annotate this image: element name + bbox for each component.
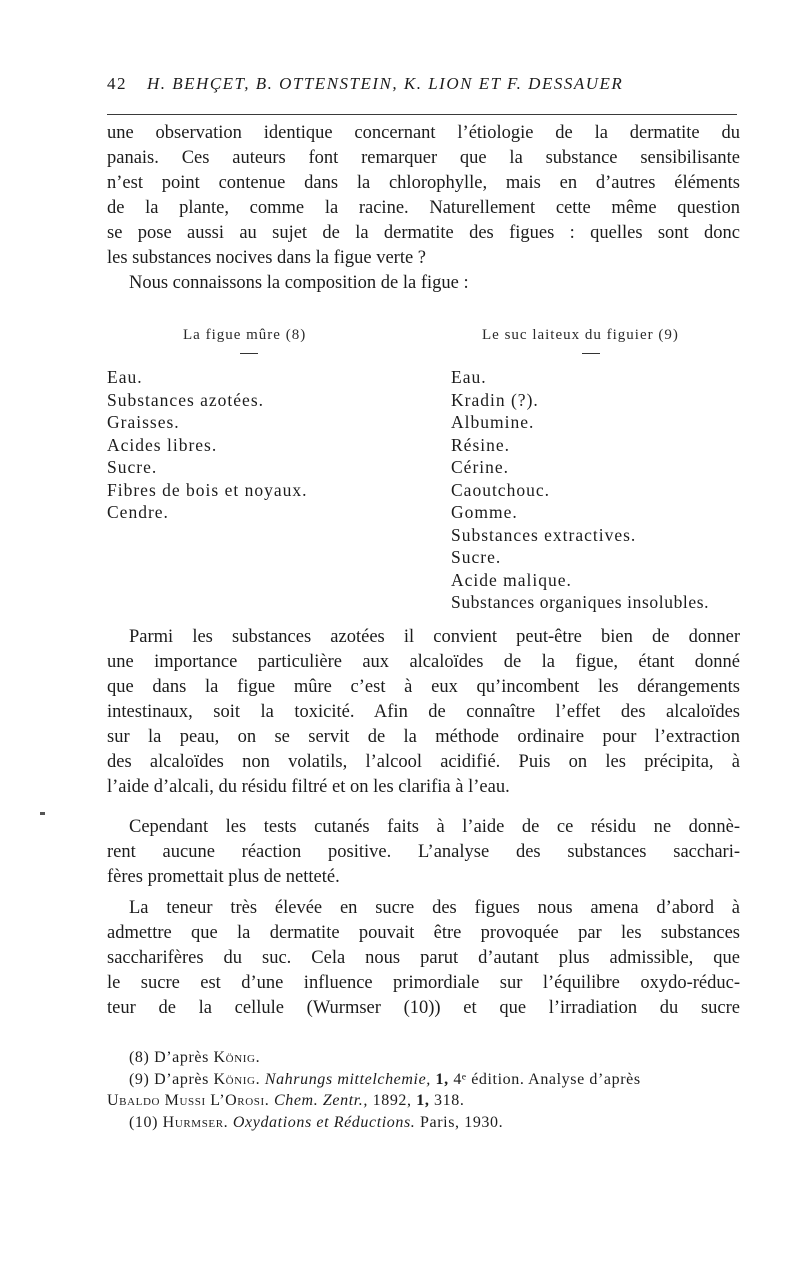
text-line: n’est point contenue dans la chlorophylle, mais en d’autres éléments: [107, 173, 740, 193]
body-paragraph-3: [107, 896, 740, 1021]
footnote-journal: Chem. Zentr.,: [273, 1092, 369, 1109]
footnotes: [107, 1047, 747, 1133]
page-number: 42: [107, 74, 127, 93]
intro-paragraph: [107, 121, 740, 296]
text-line: rent aucune réaction positive. L’analyse des substances sacchari-: [107, 842, 740, 862]
footnote-volume: 1,: [435, 1070, 449, 1088]
list-item: Sucre.: [107, 457, 158, 477]
right-composition-list: [451, 366, 709, 614]
text-line: que dans la figue mûre c’est à eux qu’incombent les dérangements: [107, 677, 740, 697]
footnote-author: Ubaldo Mussi L’Orosi: [107, 1092, 265, 1109]
list-item: Caoutchouc.: [451, 479, 550, 500]
list-item: Résine.: [451, 434, 511, 455]
left-column-heading: La figue mûre (8): [183, 327, 307, 343]
footnote-author: Hurmser: [162, 1113, 224, 1131]
footnote-8: [107, 1047, 747, 1069]
footnote-volume: 1,: [416, 1092, 430, 1109]
footnote-9: [107, 1069, 747, 1091]
right-column-heading: Le suc laiteux du figuier (9): [482, 327, 679, 343]
running-header-authors: H. BEHÇET, B. OTTENSTEIN, K. LION ET F. DESSAUER: [147, 74, 624, 93]
lead-line: Nous connaissons la composition de la figue :: [129, 273, 469, 293]
right-heading-dash: [582, 353, 600, 354]
footnote-text: D’après: [154, 1049, 209, 1066]
text-line: La teneur très élevée en sucre des figues nous amena d’abord à: [129, 898, 740, 918]
margin-mark: [40, 812, 45, 815]
footnote-text: Paris, 1930.: [420, 1113, 504, 1131]
text-line: une importance particulière aux alcaloïdes de la figue, étant donné: [107, 652, 740, 672]
footnote-text: .: [223, 1113, 229, 1131]
body-paragraph-2: [107, 815, 740, 890]
text-line: de la plante, comme la racine. Naturellement cette même question: [107, 198, 740, 218]
text-line: admettre que la dermatite pouvait être provoquée par les substances: [107, 923, 740, 943]
list-item: Eau.: [451, 367, 487, 387]
text-line: les substances nocives dans la figue verte ?: [107, 248, 427, 268]
footnote-author: König: [213, 1070, 256, 1088]
list-item: Cérine.: [451, 457, 510, 477]
list-item: Substances extractives.: [451, 524, 637, 545]
footnote-text: 4ᵉ édition. Analyse d’après: [453, 1070, 641, 1088]
footnote-title: Oxydations et Réductions.: [232, 1113, 416, 1131]
left-heading-dash: [240, 353, 258, 354]
text-line: intestinaux, soit la toxicité. Afin de connaître l’effet des alcaloïdes: [107, 702, 740, 722]
text-line: l’aide d’alcali, du résidu filtré et on les clarifia à l’eau.: [107, 777, 510, 797]
footnote-page: 318.: [434, 1092, 465, 1109]
footnote-year: 1892,: [372, 1092, 412, 1109]
list-item: Eau.: [107, 367, 143, 387]
list-item: Albumine.: [451, 412, 535, 432]
list-item: Gomme.: [451, 502, 518, 522]
list-item: Cendre.: [107, 502, 169, 522]
text-line: fères promettait plus de netteté.: [107, 867, 340, 887]
text-line: le sucre est d’une influence primordiale sur l’équilibre oxydo-réduc-: [107, 973, 740, 993]
list-item: Graisses.: [107, 412, 180, 432]
left-composition-list: [107, 366, 307, 524]
body-paragraph-1: [107, 625, 740, 800]
text-line: Parmi les substances azotées il convient peut-être bien de donner: [129, 627, 740, 647]
text-line: teur de la cellule (Wurmser (10)) et que l’irradiation du sucre: [107, 998, 740, 1018]
footnote-number: (9): [129, 1070, 150, 1088]
header-rule: [107, 114, 737, 115]
footnote-9-continued: [107, 1090, 747, 1112]
list-item: Substances organiques insolubles.: [451, 592, 710, 612]
list-item: Acides libres.: [107, 434, 218, 455]
footnote-text: .: [255, 1049, 261, 1066]
list-item: Acide malique.: [451, 569, 572, 590]
footnote-10: [107, 1112, 747, 1134]
list-item: Substances azotées.: [107, 389, 265, 410]
text-line: sur la peau, on se servit de la méthode ordinaire pour l’extraction: [107, 727, 740, 747]
footnote-text: .: [264, 1092, 270, 1109]
running-header: [107, 70, 737, 100]
text-line: se pose aussi au sujet de la dermatite des figues : quelles sont donc: [107, 223, 740, 243]
footnote-number: (10): [129, 1113, 159, 1131]
text-line: Cependant les tests cutanés faits à l’aide de ce résidu ne donnè-: [129, 817, 740, 837]
text-line: panais. Ces auteurs font remarquer que la substance sensibilisante: [107, 148, 740, 168]
footnote-title: Nahrungs mittelchemie,: [264, 1070, 431, 1088]
footnote-text: .: [255, 1070, 261, 1088]
text-line: une observation identique concernant l’étiologie de la dermatite du: [107, 123, 740, 143]
footnote-text: D’après: [154, 1070, 209, 1088]
list-item: Fibres de bois et noyaux.: [107, 479, 308, 500]
footnote-author: König: [213, 1049, 256, 1066]
list-item: Sucre.: [451, 547, 502, 567]
text-line: saccharifères du suc. Cela nous parut d’autant plus admissible, que: [107, 948, 740, 968]
footnote-number: (8): [129, 1049, 150, 1066]
text-line: des alcaloïdes non volatils, l’alcool acidifié. Puis on les précipita, à: [107, 752, 740, 772]
list-item: Kradin (?).: [451, 389, 539, 410]
